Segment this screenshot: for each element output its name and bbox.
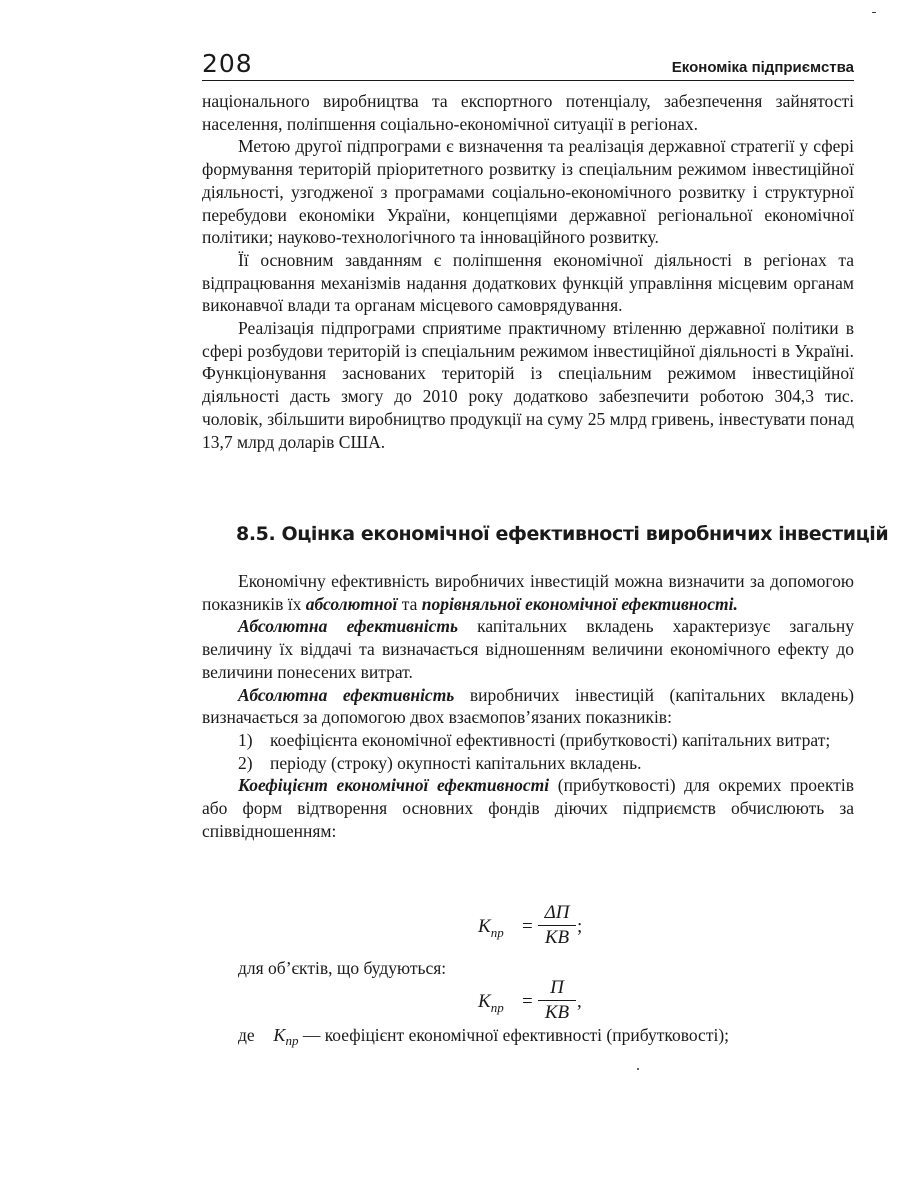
formula-symbol: K <box>273 1025 286 1045</box>
paragraph-absolute-definition <box>202 615 854 683</box>
header-rule <box>202 80 854 81</box>
text-run: (прибутковості) для окремих проектів або форм відтворення основних фондів діючих підприємств обчислюють за співвідношенням: <box>202 775 854 841</box>
formula-fraction <box>538 977 576 1024</box>
formula-1 <box>478 902 598 964</box>
formula-subscript: пр <box>490 1000 504 1015</box>
paragraph-efficiency-intro <box>202 570 854 615</box>
formula-denominator: КВ <box>544 1002 570 1023</box>
term-absolute-efficiency: Абсолютна ефективність <box>238 684 455 705</box>
speck <box>637 1068 639 1070</box>
page-number: 208 <box>202 49 253 78</box>
section-text <box>202 570 854 842</box>
formula-punct: ; <box>577 916 583 937</box>
paragraph-continuation: національного виробництва та експортного потенціалу, забезпечення зайнятості населення, поліпшення соціально-економічної ситуації в регіонах. <box>202 91 854 134</box>
dash: — <box>302 1025 321 1045</box>
formula-punct: , <box>577 991 582 1012</box>
term-coefficient: Коефіцієнт економічної ефективності <box>238 775 550 796</box>
intro-text <box>202 90 854 453</box>
where-text: коефіцієнт економічної ефективності (прибутковості); <box>324 1025 730 1045</box>
formula-symbol: K <box>478 916 491 937</box>
formula-subscript: пр <box>285 1033 299 1048</box>
term-comparative: порівняльної економічної ефективності. <box>421 593 738 614</box>
text-run: Економічну ефективність виробничих інвестицій можна визначити за допомогою показників їх <box>202 571 854 614</box>
paragraph-coefficient <box>202 774 854 842</box>
list-text: періоду (строку) окупності капітальних вкладень. <box>270 752 642 773</box>
term-absolute-efficiency: Абсолютна ефективність <box>238 616 458 637</box>
speck <box>872 12 876 13</box>
formula-numerator: ΔП <box>544 902 570 923</box>
formula-denominator: КВ <box>544 927 570 948</box>
formula-numerator: П <box>550 977 564 998</box>
paragraph-main-task: Її основним завданням є поліпшення економічної діяльності в регіонах та відпрацювання механізмів надання додаткових функцій управління місцевим органам виконавчої влади та органам місцевого самоврядування. <box>202 249 854 316</box>
formula-symbol: K <box>478 991 491 1012</box>
list-number: 1) <box>238 729 253 750</box>
paragraph-absolute-indicators <box>202 684 854 729</box>
section-heading: 8.5. Оцінка економічної ефективності виробничих інвестицій <box>236 523 889 545</box>
text-run: виробничих інвестицій (капітальних вкладень) визначається за допомогою двох взаємопов’язаних показників: <box>202 684 854 728</box>
term-absolute: абсолютної <box>305 593 398 614</box>
formula-subscript: пр <box>490 925 504 940</box>
text-run: капітальних вкладень характеризує загальну величину їх віддачі та визначається відношенням величини економічного ефекту до величини понесених витрат. <box>202 616 854 682</box>
list-item <box>202 752 854 775</box>
paragraph-subprogram-goal: Метою другої підпрограми є визначення та реалізація державної стратегії у сфері формування територій пріоритетного розвитку із спеціальним режимом інвестиційної діяльності, узгодженої з програмами соціально-економічного розвитку і структурної перебудови економіки України, концепціями державної регіональної економічної політики; науково-технологічного та інноваційного розвитку. <box>202 136 854 248</box>
list-number: 2) <box>238 752 253 773</box>
where-word: де <box>238 1025 255 1045</box>
text-for-objects: для об’єктів, що будуються: <box>238 958 447 978</box>
formula-fraction <box>538 902 576 949</box>
paragraph-implementation: Реалізація підпрограми сприятиме практичному втіленню державної політики в сфері розбудови територій із спеціальним режимом інвестиційної діяльності в Україні. Функціонування заснованих територій із спеціальним режимом інвестиційної діяльності дасть змогу до 2010 року додатково забезпечити роботою 304,3 тис. чоловік, збільшити виробництво продукції на суму 25 млрд гривень, інвестувати понад 13,7 млрд доларів США. <box>202 318 854 452</box>
formula-equals: = <box>522 916 533 937</box>
formula-equals: = <box>522 991 533 1012</box>
text-run: та <box>397 593 422 614</box>
list-text: коефіцієнта економічної ефективності (прибутковості) капітальних витрат; <box>270 729 831 750</box>
list-item <box>202 729 854 752</box>
running-title: Економіка підприємства <box>671 59 854 76</box>
where-clause <box>238 1025 729 1046</box>
